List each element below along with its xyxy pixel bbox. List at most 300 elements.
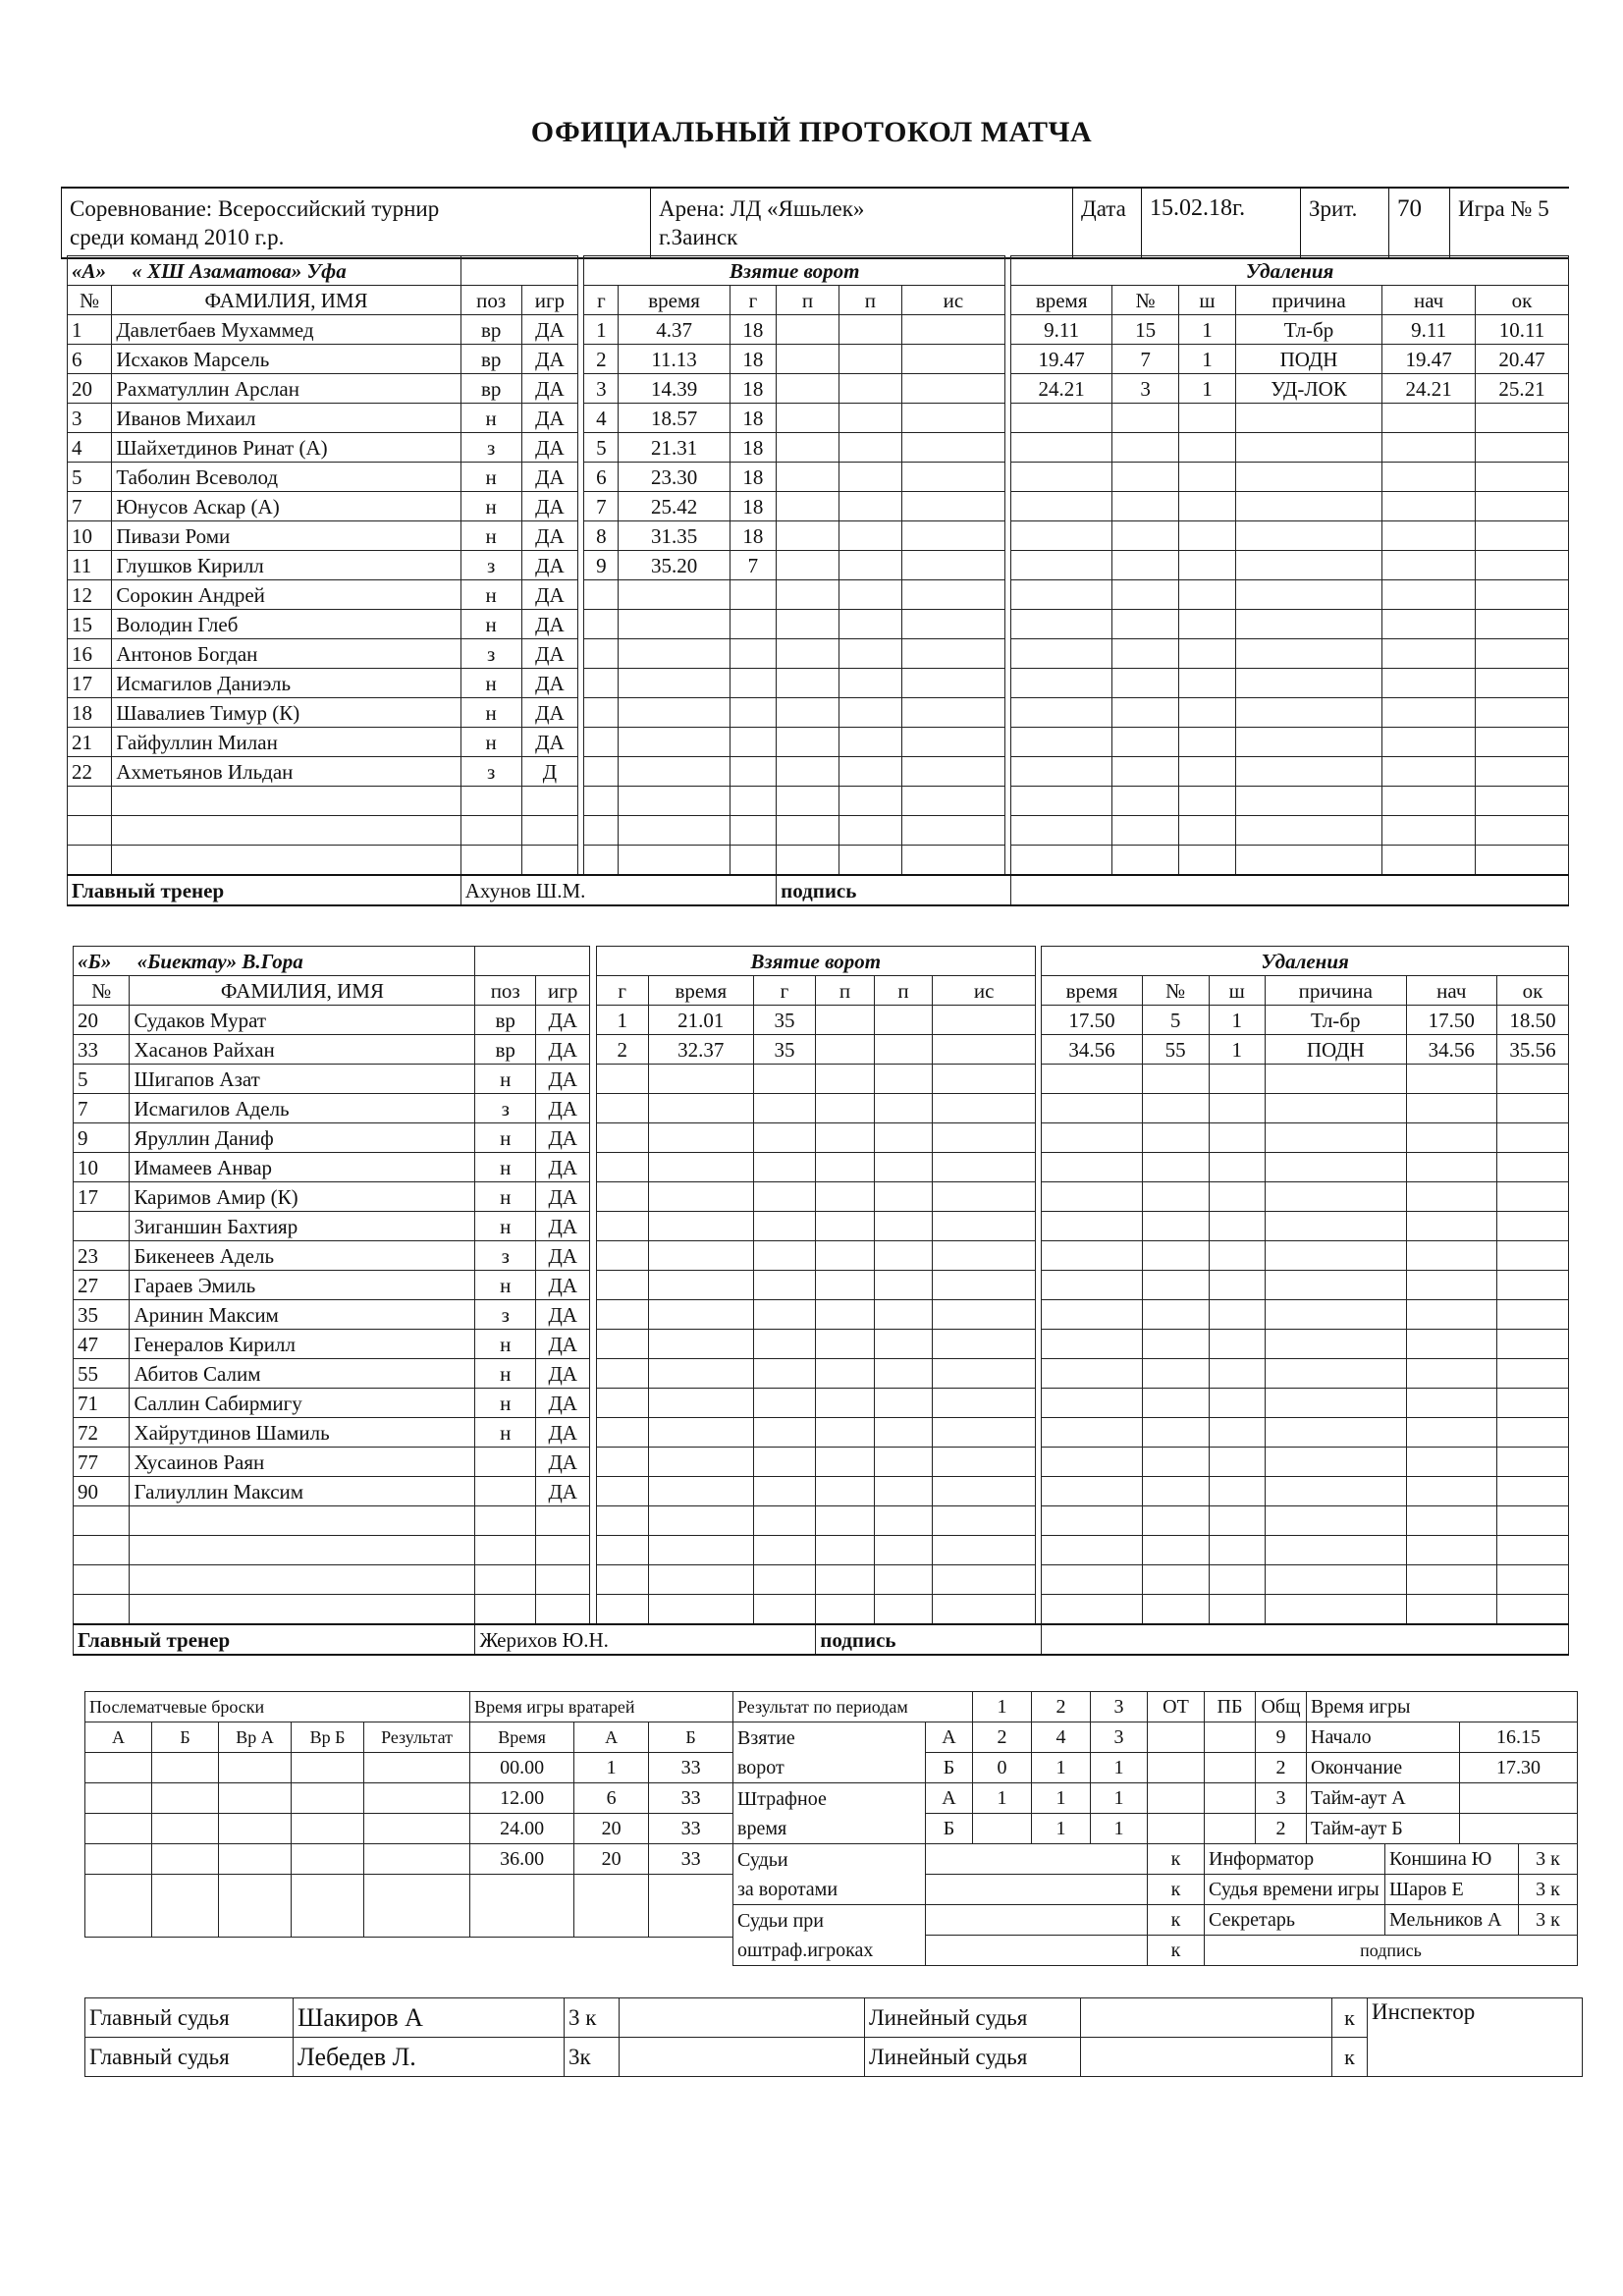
penalty-player (1112, 492, 1179, 521)
player-pos (460, 846, 521, 876)
col-played: игр (521, 286, 578, 315)
penalty-reason (1235, 639, 1381, 669)
player-played: ДА (536, 1477, 590, 1506)
goal-assist-2 (874, 1212, 933, 1241)
player-name: Бикенеев Адель (130, 1241, 475, 1271)
goals-a-ot (1148, 1722, 1205, 1753)
goal-is (933, 1359, 1036, 1389)
col-pen-end: ок (1475, 286, 1568, 315)
player-pos: н (460, 610, 521, 639)
goal-judges-label: Судьи за воротами (733, 1844, 926, 1905)
penalty-player (1112, 639, 1179, 669)
goal-num (584, 728, 619, 757)
goal-assist-1 (816, 1506, 875, 1536)
table-row (68, 846, 1569, 876)
line-referee-label-2: Линейный судья (865, 2038, 1081, 2077)
player-num: 17 (68, 669, 112, 698)
shootout-col-b: Б (152, 1722, 219, 1753)
goal-time: 4.37 (619, 315, 730, 345)
goal-assist-2 (839, 787, 901, 816)
penalty-reason (1265, 1565, 1406, 1595)
penalty-player (1142, 1477, 1209, 1506)
player-played: ДА (536, 1271, 590, 1300)
penalty-time (1042, 1065, 1143, 1094)
player-num: 90 (74, 1477, 130, 1506)
goal-assist-1 (816, 1123, 875, 1153)
goal-scorer (753, 1389, 816, 1418)
penalty-judges-label: Судьи при оштраф.игроках (733, 1905, 926, 1966)
goal-is (933, 1536, 1036, 1565)
goal-is (901, 433, 1004, 463)
penalty-minutes (1179, 551, 1236, 580)
penalty-start (1406, 1418, 1496, 1448)
goal-is (933, 1182, 1036, 1212)
col-name: ФАМИЛИЯ, ИМЯ (112, 286, 460, 315)
player-num: 47 (74, 1330, 130, 1359)
player-name (112, 787, 460, 816)
player-name (130, 1536, 475, 1565)
date-value: 15.02.18г. (1141, 189, 1300, 257)
penalty-player (1112, 551, 1179, 580)
shootout-col-result: Результат (364, 1722, 470, 1753)
penalty-start (1382, 580, 1476, 610)
timeout-a-label: Тайм-аут А (1307, 1783, 1460, 1814)
table-row (68, 757, 1569, 787)
player-num: 5 (68, 463, 112, 492)
goal-assist-2 (839, 669, 901, 698)
table-row (74, 1536, 1569, 1565)
goal-is (933, 1271, 1036, 1300)
informer-cat: 3 к (1519, 1844, 1578, 1875)
goal-scorer (730, 757, 776, 787)
penalty-reason (1235, 433, 1381, 463)
penalty-reason: ПОДН (1235, 345, 1381, 374)
goal-time (648, 1565, 753, 1595)
penalty-time (1042, 1271, 1143, 1300)
player-name: Хусаинов Раян (130, 1448, 475, 1477)
table-row (68, 728, 1569, 757)
goal-num (596, 1536, 648, 1565)
goal-assist-2 (874, 1241, 933, 1271)
player-pos: з (475, 1241, 536, 1271)
goalie-time: 36.00 (470, 1844, 574, 1875)
goal-assist-1 (816, 1448, 875, 1477)
goal-assist-2 (874, 1094, 933, 1123)
player-num: 72 (74, 1418, 130, 1448)
goal-scorer: 18 (730, 345, 776, 374)
penalty-end (1496, 1477, 1568, 1506)
penalty-time (1011, 521, 1112, 551)
goal-assist-2 (874, 1123, 933, 1153)
periods-title: Результат по периодам (733, 1692, 973, 1722)
penalty-minutes (1209, 1477, 1265, 1506)
goal-assist-2 (839, 551, 901, 580)
penalty-end (1496, 1153, 1568, 1182)
goals-a-pb (1205, 1722, 1256, 1753)
player-name (130, 1565, 475, 1595)
penalty-player (1142, 1330, 1209, 1359)
pen-team-b: Б (926, 1814, 973, 1844)
coach-signature-field (1011, 875, 1569, 905)
penalty-player (1142, 1065, 1209, 1094)
col-pen-start: нач (1406, 976, 1496, 1006)
goal-is (901, 374, 1004, 404)
table-row (74, 1182, 1569, 1212)
penalty-time (1042, 1330, 1143, 1359)
penalty-minutes (1209, 1123, 1265, 1153)
penalty-reason (1235, 728, 1381, 757)
penalty-start (1406, 1300, 1496, 1330)
penalty-minutes (1179, 787, 1236, 816)
line-referee-1-cat: к (1332, 1998, 1368, 2038)
goal-num (596, 1418, 648, 1448)
penalty-player (1112, 610, 1179, 639)
penalty-reason (1235, 580, 1381, 610)
goal-assist-1 (816, 1418, 875, 1448)
goal-scorer (730, 610, 776, 639)
goal-scorer (730, 846, 776, 876)
goalies-col-time: Время (470, 1722, 574, 1753)
penalty-end (1496, 1271, 1568, 1300)
goal-assist-1 (816, 1153, 875, 1182)
penalty-minutes (1179, 816, 1236, 846)
goal-assist-2 (874, 1035, 933, 1065)
player-played (536, 1506, 590, 1536)
player-pos (475, 1595, 536, 1625)
player-pos: н (460, 728, 521, 757)
arena-cell (650, 189, 1072, 257)
player-num: 4 (68, 433, 112, 463)
penalty-player (1112, 433, 1179, 463)
penalty-time: 19.47 (1011, 345, 1112, 374)
goal-time (648, 1212, 753, 1241)
penalty-player (1142, 1241, 1209, 1271)
col-assist-2: п (839, 286, 901, 315)
penalty-minutes: 1 (1179, 345, 1236, 374)
period-col-3: 3 (1091, 1692, 1148, 1722)
goals-a-p3: 3 (1091, 1722, 1148, 1753)
penalty-reason (1265, 1389, 1406, 1418)
player-played: ДА (521, 669, 578, 698)
penalty-time (1011, 639, 1112, 669)
goal-assist-2 (874, 1565, 933, 1595)
goal-scorer (753, 1536, 816, 1565)
penalty-player: 5 (1142, 1006, 1209, 1035)
table-row (68, 433, 1569, 463)
table-row (74, 1094, 1569, 1123)
player-played (521, 846, 578, 876)
penalty-reason (1265, 1418, 1406, 1448)
goal-scorer (753, 1448, 816, 1477)
penalty-reason: УД-ЛОК (1235, 374, 1381, 404)
table-row (68, 521, 1569, 551)
goal-scorer (753, 1094, 816, 1123)
goals-b-p3: 1 (1091, 1753, 1148, 1783)
col-pen-reason: причина (1265, 976, 1406, 1006)
penalty-time (1042, 1565, 1143, 1595)
goal-time (619, 669, 730, 698)
penalty-end (1475, 728, 1568, 757)
player-num: 16 (68, 639, 112, 669)
goal-scorer: 18 (730, 404, 776, 433)
penalty-time (1011, 404, 1112, 433)
player-name: Таболин Всеволод (112, 463, 460, 492)
goal-assist-1 (777, 698, 839, 728)
penalty-start (1406, 1153, 1496, 1182)
table-row (68, 610, 1569, 639)
table-row (68, 463, 1569, 492)
table-row (68, 404, 1569, 433)
goal-scorer (753, 1182, 816, 1212)
main-referee-label-1: Главный судья (85, 1998, 294, 2038)
table-row (74, 1448, 1569, 1477)
player-name: Пивази Роми (112, 521, 460, 551)
penalty-minutes (1179, 610, 1236, 639)
penalty-start: 19.47 (1382, 345, 1476, 374)
table-row (68, 816, 1569, 846)
table-row (68, 345, 1569, 374)
team-b-blank (475, 947, 590, 976)
penalty-start (1406, 1477, 1496, 1506)
penalty-start (1382, 757, 1476, 787)
goal-time: 21.31 (619, 433, 730, 463)
penalty-time (1011, 757, 1112, 787)
player-played: ДА (536, 1389, 590, 1418)
penalty-time (1011, 551, 1112, 580)
table-row (74, 1595, 1569, 1625)
penalty-time (1042, 1536, 1143, 1565)
penalty-reason (1265, 1212, 1406, 1241)
penalty-end (1475, 639, 1568, 669)
goal-num: 4 (584, 404, 619, 433)
head-coach-label: Главный тренер (74, 1624, 475, 1655)
line-referee-2-cat: к (1332, 2038, 1368, 2077)
player-played: ДА (521, 728, 578, 757)
goal-is (901, 315, 1004, 345)
player-played: ДА (536, 1094, 590, 1123)
player-num: 7 (68, 492, 112, 521)
penalty-reason (1235, 757, 1381, 787)
goal-assist-2 (839, 433, 901, 463)
goal-time (648, 1536, 753, 1565)
team-b-name: «Биектау» В.Гора (136, 949, 303, 973)
goal-scorer: 18 (730, 492, 776, 521)
goal-scorer (753, 1065, 816, 1094)
goal-num (584, 610, 619, 639)
goal-assist-1 (816, 1271, 875, 1300)
penalty-time: 9.11 (1011, 315, 1112, 345)
penalty-time (1011, 698, 1112, 728)
player-num: 35 (74, 1300, 130, 1330)
goalie-b: 33 (649, 1783, 733, 1814)
player-num: 20 (74, 1006, 130, 1035)
player-pos: вр (460, 315, 521, 345)
goal-time (648, 1271, 753, 1300)
goal-time (648, 1477, 753, 1506)
competition-cell (61, 189, 650, 257)
player-name: Аринин Максим (130, 1300, 475, 1330)
penalty-minutes (1179, 728, 1236, 757)
goal-assist-2 (874, 1330, 933, 1359)
goals-b-ot (1148, 1753, 1205, 1783)
goalie-b: 33 (649, 1753, 733, 1783)
player-played: ДА (521, 639, 578, 669)
player-name: Давлетбаев Мухаммед (112, 315, 460, 345)
goalie-time: 12.00 (470, 1783, 574, 1814)
penalty-end (1496, 1241, 1568, 1271)
referees-table (84, 1997, 1583, 2077)
penalty-time (1042, 1153, 1143, 1182)
date-label: Дата (1072, 189, 1141, 257)
team-a-goals-header: Взятие ворот (584, 256, 1005, 286)
goalie-b: 33 (649, 1814, 733, 1844)
penalty-start (1406, 1595, 1496, 1625)
team-a-blank (460, 256, 577, 286)
pen-b-total: 2 (1256, 1814, 1307, 1844)
col-name: ФАМИЛИЯ, ИМЯ (130, 976, 475, 1006)
player-num: 55 (74, 1359, 130, 1389)
player-num: 15 (68, 610, 112, 639)
goal-time (648, 1123, 753, 1153)
goal-time (648, 1094, 753, 1123)
secretary-label: Секретарь (1205, 1905, 1385, 1936)
penalty-start (1382, 433, 1476, 463)
goal-assist-2 (839, 757, 901, 787)
goal-assist-1 (777, 551, 839, 580)
penalty-reason (1265, 1094, 1406, 1123)
coach-signature-label: подпись (777, 875, 1011, 905)
goal-scorer (753, 1123, 816, 1153)
main-referee-2-cat: 3к (565, 2038, 620, 2077)
goal-is (933, 1595, 1036, 1625)
coach-signature-label: подпись (816, 1624, 1042, 1655)
penalty-player (1112, 728, 1179, 757)
goal-assist-2 (874, 1595, 933, 1625)
goal-assist-1 (816, 1006, 875, 1035)
goal-assist-1 (777, 463, 839, 492)
goals-a-total: 9 (1256, 1722, 1307, 1753)
goal-is (933, 1448, 1036, 1477)
penalty-start (1406, 1330, 1496, 1359)
player-played: ДА (536, 1359, 590, 1389)
col-assist-2: п (874, 976, 933, 1006)
table-row (68, 374, 1569, 404)
col-goal-num: г (596, 976, 648, 1006)
officials-signature: подпись (1205, 1936, 1578, 1966)
penalty-reason (1265, 1330, 1406, 1359)
goal-assist-1 (777, 315, 839, 345)
goal-num: 5 (584, 433, 619, 463)
penalty-player: 55 (1142, 1035, 1209, 1065)
team-a-title (68, 256, 461, 286)
goal-is (901, 816, 1004, 846)
player-num: 22 (68, 757, 112, 787)
penalty-start (1406, 1271, 1496, 1300)
penalty-time (1011, 846, 1112, 876)
penalty-minutes (1179, 757, 1236, 787)
pen-a-p2: 1 (1032, 1783, 1091, 1814)
penalty-start: 24.21 (1382, 374, 1476, 404)
goal-scorer (730, 698, 776, 728)
goal-scorer: 18 (730, 315, 776, 345)
penalty-end (1496, 1389, 1568, 1418)
goalie-a: 1 (574, 1753, 649, 1783)
player-num: 27 (74, 1271, 130, 1300)
player-num: 9 (74, 1123, 130, 1153)
penalty-minutes (1179, 669, 1236, 698)
informer-label: Информатор (1205, 1844, 1385, 1875)
col-goal-num: г (584, 286, 619, 315)
table-row (68, 551, 1569, 580)
player-name: Володин Глеб (112, 610, 460, 639)
coach-signature-field (1042, 1624, 1569, 1655)
player-played: ДА (521, 610, 578, 639)
penalty-player (1142, 1094, 1209, 1123)
goal-num (596, 1389, 648, 1418)
player-num (68, 816, 112, 846)
penalty-end (1496, 1094, 1568, 1123)
penalty-end (1496, 1506, 1568, 1536)
goal-scorer (753, 1212, 816, 1241)
table-row (74, 1506, 1569, 1536)
player-played (536, 1536, 590, 1565)
goal-is (901, 639, 1004, 669)
player-pos (475, 1536, 536, 1565)
player-num: 1 (68, 315, 112, 345)
team-b-table (73, 946, 1569, 1656)
spectators-label: Зрит. (1300, 189, 1388, 257)
goal-num (596, 1506, 648, 1536)
penalty-start (1406, 1182, 1496, 1212)
player-name: Яруллин Даниф (130, 1123, 475, 1153)
table-row (74, 1330, 1569, 1359)
main-referee-2-name: Лебедев Л. (294, 2038, 565, 2077)
penalty-time (1011, 463, 1112, 492)
penalty-player (1142, 1300, 1209, 1330)
timekeeper-name: Шаров Е (1385, 1875, 1519, 1905)
goal-num: 3 (584, 374, 619, 404)
goal-is (933, 1123, 1036, 1153)
player-played (521, 816, 578, 846)
goal-is (933, 1065, 1036, 1094)
penalty-time (1042, 1477, 1143, 1506)
penalty-reason (1265, 1300, 1406, 1330)
table-row (68, 787, 1569, 816)
player-name: Глушков Кирилл (112, 551, 460, 580)
team-b-title (74, 947, 475, 976)
competition-line1: Соревнование: Всероссийский турнир (70, 196, 440, 221)
player-num: 7 (74, 1094, 130, 1123)
goal-scorer (730, 728, 776, 757)
goal-assist-1 (816, 1300, 875, 1330)
col-pen-num: № (1112, 286, 1179, 315)
penalty-start (1406, 1565, 1496, 1595)
goal-assist-1 (816, 1595, 875, 1625)
player-name: Шайхетдинов Ринат (А) (112, 433, 460, 463)
penalty-end: 20.47 (1475, 345, 1568, 374)
game-number: Игра № 5 (1449, 189, 1569, 257)
penalty-player: 3 (1112, 374, 1179, 404)
table-row (74, 1477, 1569, 1506)
goal-assist-1 (777, 787, 839, 816)
goal-is (933, 1418, 1036, 1448)
goal-judge-2-cat: к (1148, 1875, 1205, 1905)
goal-assist-2 (839, 345, 901, 374)
goal-assist-2 (874, 1271, 933, 1300)
penalty-start (1406, 1506, 1496, 1536)
goal-time (619, 580, 730, 610)
goal-assist-1 (816, 1359, 875, 1389)
